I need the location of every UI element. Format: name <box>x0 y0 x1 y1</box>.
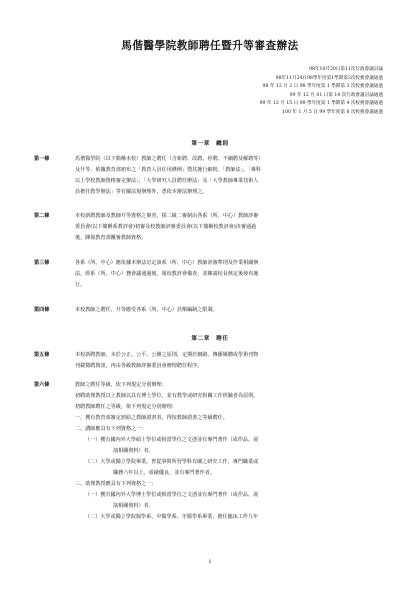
page-number: 1 <box>208 559 212 565</box>
article-line: 委員會(以下簡稱系教評會)初審及校教師評審委員會(以下簡稱校教評會)決審通過 <box>75 224 257 230</box>
article-label: 第五條 <box>34 352 50 358</box>
article-label: 第一條 <box>34 156 50 162</box>
article-line: 後，陳報教育部覆審教師資格。 <box>75 235 147 241</box>
article-line: 行。 <box>75 282 86 288</box>
article-body <box>75 154 386 198</box>
article-line: 二、講師應具有下列資格之一： <box>75 426 147 432</box>
article-4 <box>34 305 386 316</box>
chapter-heading-2: 第二章 聘任 <box>191 336 229 342</box>
article-body <box>75 211 386 244</box>
article-line: 以上學校教師資格審定辦法」、「大學研究人員聘任辦法」及「大學教師專業技術人 <box>75 178 259 184</box>
article-body <box>75 305 386 316</box>
article-label: 第四條 <box>34 307 50 313</box>
article-line: 初聘助理教授以上教師以具有博士學位，並有教學或研究相關工作經驗者為原則。 <box>75 393 259 399</box>
article-body <box>75 258 386 291</box>
article-line: 三、助理教授應具有下列資格之一： <box>75 481 157 487</box>
article-5 <box>34 350 386 372</box>
article-line: 本校教師之聘任，升等應受各系（所、中心）員額編制之限制。 <box>75 307 218 313</box>
article-label: 第二條 <box>34 213 50 219</box>
chapter-heading-1: 第一章 總則 <box>191 141 229 147</box>
article-line: 法，經系（所、中心）務會議通過後，報校教評會備查，並陳請校長核定後發布施 <box>75 271 259 277</box>
article-line: 職務六年以上，成績優良，並有專門著作者。 <box>113 470 215 476</box>
article-line: （一）獲有國內外大學博士學位或相當學位之文憑並有專門著作（或作品、展 <box>85 492 259 498</box>
article-line: （二）大學或獨立學院醫學系、中醫學系、牙醫學系畢業，擔任臨床工作九年 <box>85 514 259 520</box>
history-line: 100 年 1 月 5 日 99 學年度第 8 次校務會議通過 <box>282 109 383 115</box>
article-line: 本校新聘教師，本於公正、公平、公開之原則，定期於網路、傳播媒體或學術刊物 <box>75 352 259 358</box>
article-body <box>75 350 386 372</box>
article-line: 初聘教師聘任之等級，依下列規定分別辦理： <box>75 404 177 410</box>
article-line: 教師之聘任等級，依下列規定分別辦理： <box>75 382 167 388</box>
article-label: 第三條 <box>34 260 50 266</box>
history-line: 99 年 12 月 15 日 99 學年度第 1 學期第 4 次校務會議通過 <box>259 101 383 106</box>
amendment-history <box>260 66 383 117</box>
article-line: 一、獲有教育部審定頒給之教師證書者，得按教師證書之等級聘任。 <box>75 415 228 421</box>
history-line: 98年11月24日98學年度第1學期第3次校務會議通過 <box>275 75 383 81</box>
history-line: 99 年 12 月 01 日第 14 次行政會議討論通過 <box>289 92 383 98</box>
article-line: 各系（所、中心）應依據本辦法訂定該系（所、中心）教師評審準則及作業相關辦 <box>75 260 259 266</box>
article-line: 馬偕醫學院（以下簡稱本校）教師之聘任（含新聘、改聘、停聘、不續聘及解聘等） <box>75 156 264 162</box>
article-line: 本校新聘教師及教師升等資格之審查，採二級二審制由各系（所、中心）教師評審 <box>75 213 259 219</box>
history-line: 98年10月20日第11次行政會議討論 <box>309 67 383 72</box>
article-label: 第六條 <box>34 382 50 388</box>
article-body <box>75 380 386 523</box>
article-line: 演相關資料）者。 <box>113 503 154 509</box>
article-line: （二）大學或獨立學院畢業，曾從事與所習學科有關之研究工作、專門職業或 <box>85 459 259 465</box>
article-line: 及升等，依據教育部頒布之「教育人員任用條例」暨其施行細則、「教師法」、「專科 <box>75 167 261 173</box>
document-title: 馬偕醫學院教師聘任暨升等審查辦法 <box>121 40 299 52</box>
article-line: （一）獲有國內外大學碩士學位或相當學位之文憑並有專門著作（或作品、展 <box>85 437 259 443</box>
history-line: 98 年 12 月 2 日 98 學年度第 1 學期第 3 次校務會議通過 <box>262 84 383 89</box>
article-2 <box>34 211 386 244</box>
article-line: 刊載徵聘資訊，再由各級教師評審委員會辦理聘任程序。 <box>75 363 203 369</box>
article-6 <box>34 380 386 523</box>
article-line: 員擔任教學辦法」等有關法規辦理外，悉依本辦法辦理之。 <box>75 189 208 195</box>
article-1 <box>34 154 386 198</box>
article-line: 演相關資料）者。 <box>113 448 154 454</box>
article-3 <box>34 258 386 291</box>
